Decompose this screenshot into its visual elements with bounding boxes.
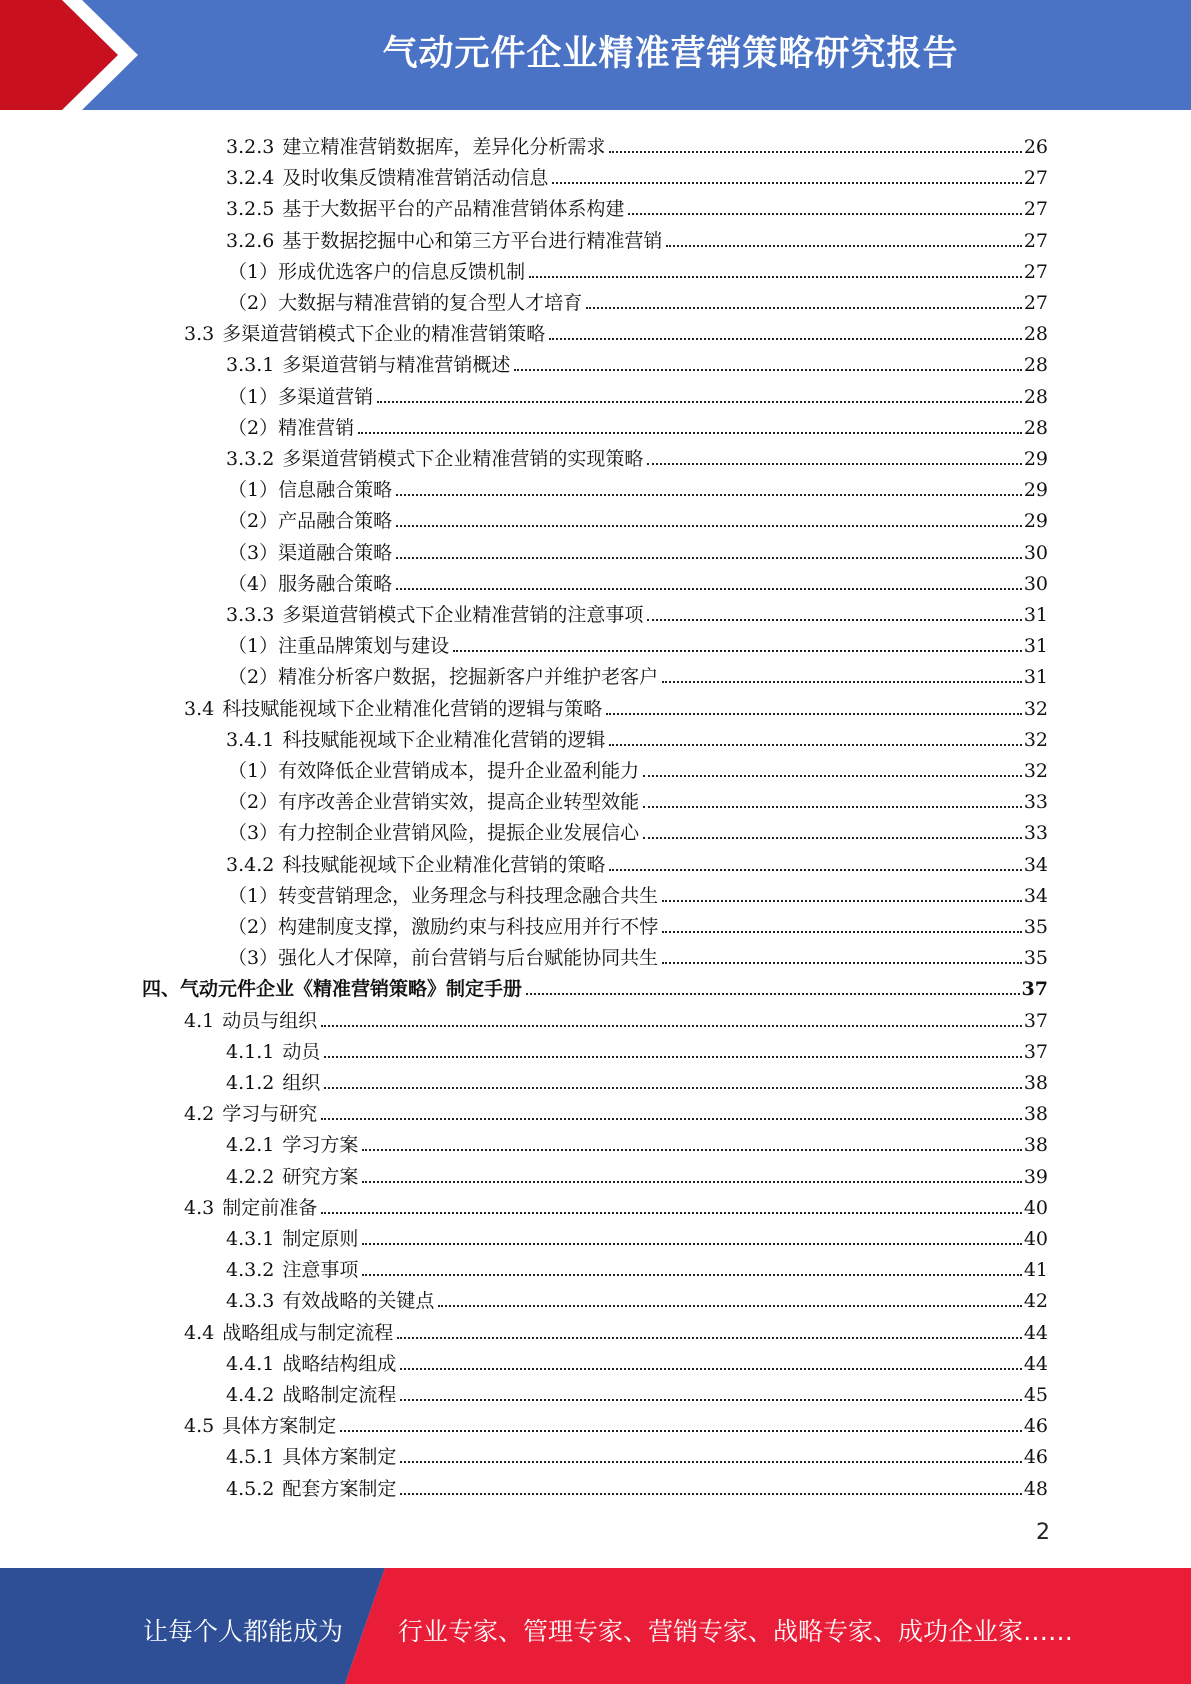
- toc-entry[interactable]: [228, 939, 1048, 970]
- toc-entry-page: 28: [1023, 417, 1048, 439]
- toc-entry-number: （1）: [228, 885, 279, 907]
- toc-entry-number: （2）: [228, 666, 279, 688]
- toc-entry-page: 32: [1023, 729, 1048, 751]
- page-header: [0, 0, 1191, 110]
- toc-entry-title: 配套方案制定: [282, 1478, 397, 1500]
- toc-leader-dots: [647, 463, 1021, 465]
- toc-entry-number: 3.2.6: [226, 230, 275, 252]
- toc-entry-page: 38: [1023, 1103, 1048, 1125]
- toc-leader-dots: [321, 1212, 1022, 1214]
- toc-leader-dots: [396, 494, 1022, 496]
- toc-entry-number: 四、: [142, 978, 181, 1000]
- toc-entry[interactable]: [228, 534, 1048, 565]
- toc-entry-page: 33: [1023, 822, 1048, 844]
- toc-entry-number: 4.4.2: [226, 1384, 275, 1406]
- toc-entry-title: 动员: [282, 1041, 321, 1063]
- toc-entry[interactable]: [226, 1158, 1048, 1189]
- toc-entry-number: 4.1: [184, 1010, 215, 1032]
- toc-entry[interactable]: [226, 1251, 1048, 1282]
- toc-entry[interactable]: [226, 1438, 1048, 1469]
- toc-leader-dots: [609, 869, 1021, 871]
- toc-entry-title: 基于数据挖掘中心和第三方平台进行精准营销: [282, 230, 663, 252]
- toc-leader-dots: [362, 1181, 1021, 1183]
- toc-entry-number: 4.3: [184, 1197, 215, 1219]
- toc-entry-number: （1）: [228, 760, 279, 782]
- toc-leader-dots: [362, 1274, 1021, 1276]
- toc-entry[interactable]: [228, 378, 1048, 409]
- toc-leader-dots: [529, 276, 1022, 278]
- toc-entry-page: 33: [1023, 791, 1048, 813]
- toc-entry-number: （3）: [228, 542, 279, 564]
- toc-entry-title: 精准分析客户数据，挖掘新客户并维护老客户: [278, 666, 659, 688]
- toc-entry-number: （1）: [228, 261, 279, 283]
- toc-entry[interactable]: [226, 1282, 1048, 1313]
- toc-entry-number: 3.2.5: [226, 198, 275, 220]
- toc-entry-number: （2）: [228, 510, 279, 532]
- toc-entry-page: 31: [1023, 635, 1048, 657]
- toc-entry-title: 渠道融合策略: [278, 542, 393, 564]
- toc-entry-number: 4.3.3: [226, 1290, 275, 1312]
- toc-leader-dots: [400, 1399, 1021, 1401]
- toc-entry-title: 科技赋能视域下企业精准化营销的逻辑: [282, 729, 606, 751]
- toc-entry-number: 4.4.1: [226, 1353, 275, 1375]
- toc-leader-dots: [396, 557, 1022, 559]
- toc-entry-title: 组织: [282, 1072, 321, 1094]
- toc-leader-dots: [662, 681, 1022, 683]
- toc-entry-number: （2）: [228, 292, 279, 314]
- toc-entry-page: 44: [1023, 1322, 1048, 1344]
- toc-leader-dots: [666, 245, 1021, 247]
- toc-entry-title: 多渠道营销模式下企业的精准营销策略: [222, 323, 546, 345]
- toc-leader-dots: [628, 213, 1021, 215]
- toc-entry-title: 学习方案: [282, 1134, 359, 1156]
- toc-entry-page: 40: [1023, 1197, 1048, 1219]
- toc-entry[interactable]: [226, 1033, 1048, 1064]
- toc-entry-number: 3.4.2: [226, 854, 275, 876]
- toc-entry[interactable]: [184, 1002, 1048, 1033]
- toc-entry[interactable]: [226, 1345, 1048, 1376]
- toc-leader-dots: [362, 1243, 1021, 1245]
- toc-leader-dots: [643, 806, 1022, 808]
- toc-entry-number: 4.1.2: [226, 1072, 275, 1094]
- toc-entry-page: 37: [1023, 1041, 1048, 1063]
- toc-entry-number: 4.2.1: [226, 1134, 275, 1156]
- toc-leader-dots: [400, 1368, 1021, 1370]
- toc-entry-number: 4.5.1: [226, 1446, 275, 1468]
- toc-entry-number: 3.4: [184, 698, 215, 720]
- toc-entry-page: 37: [1021, 978, 1048, 1000]
- toc-entry[interactable]: [228, 877, 1048, 908]
- toc-entry-page: 39: [1023, 1166, 1048, 1188]
- toc-entry-number: （1）: [228, 635, 279, 657]
- toc-entry-title: 制定原则: [282, 1228, 359, 1250]
- toc-entry[interactable]: [226, 440, 1048, 471]
- toc-leader-dots: [662, 931, 1022, 933]
- toc-entry-number: 3.3: [184, 323, 215, 345]
- toc-entry-number: （1）: [228, 479, 279, 501]
- toc-entry-title: 气动元件企业《精准营销策略》制定手册: [180, 978, 523, 1000]
- toc-entry[interactable]: [226, 190, 1048, 221]
- toc-entry[interactable]: [226, 1064, 1048, 1095]
- toc-leader-dots: [400, 1461, 1021, 1463]
- toc-entry[interactable]: [226, 1470, 1048, 1501]
- toc-entry[interactable]: [228, 409, 1048, 440]
- toc-entry[interactable]: [184, 1189, 1048, 1220]
- toc-entry-number: 3.2.4: [226, 167, 275, 189]
- toc-leader-dots: [609, 744, 1021, 746]
- toc-entry-number: 3.3.1: [226, 354, 275, 376]
- toc-entry-page: 30: [1023, 542, 1048, 564]
- toc-entry-title: 战略制定流程: [282, 1384, 397, 1406]
- toc-entry[interactable]: [184, 1407, 1048, 1438]
- toc-entry[interactable]: [228, 502, 1048, 533]
- toc-entry-title: 多渠道营销模式下企业精准营销的注意事项: [282, 604, 644, 626]
- page-number: 2: [1036, 1520, 1050, 1545]
- toc-entry[interactable]: [228, 284, 1048, 315]
- toc-entry-title: 大数据与精准营销的复合型人才培育: [278, 292, 583, 314]
- toc-entry-page: 27: [1023, 198, 1048, 220]
- toc-leader-dots: [514, 369, 1021, 371]
- toc-entry[interactable]: [226, 596, 1048, 627]
- toc-entry-number: 4.3.2: [226, 1259, 275, 1281]
- toc-entry-number: （1）: [228, 386, 279, 408]
- toc-entry[interactable]: [228, 658, 1048, 689]
- toc-entry-title: 有效降低企业营销成本，提升企业盈利能力: [278, 760, 640, 782]
- toc-entry[interactable]: [228, 814, 1048, 845]
- toc-entry[interactable]: [184, 690, 1048, 721]
- toc-entry-page: 37: [1023, 1010, 1048, 1032]
- toc-entry-title: 有效战略的关键点: [282, 1290, 435, 1312]
- footer-slogan-right: 行业专家、管理专家、营销专家、战略专家、成功企业家……: [398, 1617, 1074, 1646]
- toc-entry[interactable]: [228, 908, 1048, 939]
- toc-entry[interactable]: [228, 627, 1048, 658]
- toc-leader-dots: [340, 1430, 1022, 1432]
- toc-entry[interactable]: [226, 1126, 1048, 1157]
- toc-leader-dots: [397, 1337, 1022, 1339]
- toc-entry-page: 31: [1023, 666, 1048, 688]
- toc-leader-dots: [321, 1025, 1022, 1027]
- toc-entry-number: 4.2.2: [226, 1166, 275, 1188]
- toc-leader-dots: [606, 713, 1022, 715]
- toc-entry-number: （2）: [228, 417, 279, 439]
- toc-entry-title: 多渠道营销与精准营销概述: [282, 354, 511, 376]
- toc-entry-title: 形成优选客户的信息反馈机制: [278, 261, 526, 283]
- toc-entry[interactable]: [184, 1095, 1048, 1126]
- toc-entry-page: 44: [1023, 1353, 1048, 1375]
- toc-entry[interactable]: [226, 1376, 1048, 1407]
- toc-leader-dots: [400, 1493, 1021, 1495]
- toc-entry-number: 3.3.2: [226, 448, 275, 470]
- toc-leader-dots: [549, 338, 1022, 340]
- toc-entry-page: 41: [1023, 1259, 1048, 1281]
- footer-slogan-left: 让每个人都能成为: [143, 1617, 344, 1646]
- toc-entry-page: 28: [1023, 354, 1048, 376]
- toc-leader-dots: [662, 900, 1022, 902]
- toc-entry-title: 建立精准营销数据库，差异化分析需求: [282, 136, 606, 158]
- toc-leader-dots: [438, 1305, 1021, 1307]
- toc-entry[interactable]: [228, 752, 1048, 783]
- toc-entry-page: 28: [1023, 323, 1048, 345]
- toc-leader-dots: [643, 775, 1022, 777]
- toc-leader-dots: [586, 307, 1022, 309]
- report-title: 气动元件企业精准营销策略研究报告: [382, 34, 959, 74]
- toc-entry-page: 38: [1023, 1134, 1048, 1156]
- toc-leader-dots: [526, 993, 1020, 995]
- toc-leader-dots: [377, 401, 1022, 403]
- toc-entry-page: 27: [1023, 261, 1048, 283]
- toc-entry[interactable]: [226, 346, 1048, 377]
- toc-entry-page: 46: [1023, 1415, 1048, 1437]
- toc-entry-title: 动员与组织: [222, 1010, 318, 1032]
- toc-entry-number: （4）: [228, 573, 279, 595]
- toc-entry-title: 具体方案制定: [222, 1415, 337, 1437]
- toc-entry[interactable]: [142, 970, 1048, 1001]
- toc-entry[interactable]: [228, 253, 1048, 284]
- toc-entry-page: 32: [1023, 760, 1048, 782]
- toc-entry-page: 46: [1023, 1446, 1048, 1468]
- toc-leader-dots: [453, 650, 1022, 652]
- toc-entry-page: 28: [1023, 386, 1048, 408]
- toc-entry-title: 强化人才保障，前台营销与后台赋能协同共生: [278, 947, 659, 969]
- toc-entry-title: 构建制度支撑，激励约束与科技应用并行不悖: [278, 916, 659, 938]
- toc-entry-title: 信息融合策略: [278, 479, 393, 501]
- toc-entry-page: 34: [1023, 885, 1048, 907]
- toc-entry-page: 27: [1023, 167, 1048, 189]
- toc-entry-number: 4.5.2: [226, 1478, 275, 1500]
- toc-entry-number: 3.3.3: [226, 604, 275, 626]
- toc-entry[interactable]: [226, 721, 1048, 752]
- toc-entry-number: 4.5: [184, 1415, 215, 1437]
- toc-entry-title: 制定前准备: [222, 1197, 318, 1219]
- toc-entry-title: 有力控制企业营销风险，提振企业发展信心: [278, 822, 640, 844]
- toc-entry-number: 4.3.1: [226, 1228, 275, 1250]
- toc-entry-page: 32: [1023, 698, 1048, 720]
- toc-leader-dots: [324, 1087, 1021, 1089]
- toc-entry[interactable]: [228, 471, 1048, 502]
- toc-entry[interactable]: [226, 159, 1048, 190]
- toc-entry-page: 38: [1023, 1072, 1048, 1094]
- toc-entry-title: 科技赋能视域下企业精准化营销的逻辑与策略: [222, 698, 603, 720]
- toc-entry-page: 29: [1023, 479, 1048, 501]
- toc-entry-page: 48: [1023, 1478, 1048, 1500]
- toc-entry[interactable]: [228, 565, 1048, 596]
- toc-entry-title: 学习与研究: [222, 1103, 318, 1125]
- toc-entry-number: 3.2.3: [226, 136, 275, 158]
- toc-entry-title: 基于大数据平台的产品精准营销体系构建: [282, 198, 625, 220]
- toc-entry[interactable]: [226, 128, 1048, 159]
- toc-entry[interactable]: [184, 1314, 1048, 1345]
- toc-entry-number: 4.2: [184, 1103, 215, 1125]
- toc-entry-page: 26: [1023, 136, 1048, 158]
- toc-entry-page: 30: [1023, 573, 1048, 595]
- toc-entry[interactable]: [184, 315, 1048, 346]
- toc-entry-title: 服务融合策略: [278, 573, 393, 595]
- toc-entry[interactable]: [226, 846, 1048, 877]
- toc-entry-title: 多渠道营销模式下企业精准营销的实现策略: [282, 448, 644, 470]
- toc-entry-title: 科技赋能视域下企业精准化营销的策略: [282, 854, 606, 876]
- toc-entry-number: （2）: [228, 916, 279, 938]
- toc-entry[interactable]: [226, 222, 1048, 253]
- toc-entry-title: 精准营销: [278, 417, 355, 439]
- toc-leader-dots: [552, 182, 1021, 184]
- toc-entry-page: 42: [1023, 1290, 1048, 1312]
- header-arrow-decoration: [0, 0, 150, 110]
- toc-leader-dots: [396, 588, 1022, 590]
- toc-leader-dots: [396, 525, 1022, 527]
- toc-entry[interactable]: [228, 783, 1048, 814]
- toc-entry-page: 35: [1023, 916, 1048, 938]
- toc-leader-dots: [609, 151, 1021, 153]
- toc-entry-title: 产品融合策略: [278, 510, 393, 532]
- toc-entry-number: （3）: [228, 947, 279, 969]
- toc-entry[interactable]: [226, 1220, 1048, 1251]
- toc-entry-page: 29: [1023, 510, 1048, 532]
- toc-entry-page: 45: [1023, 1384, 1048, 1406]
- toc-entry-title: 具体方案制定: [282, 1446, 397, 1468]
- toc-entry-title: 有序改善企业营销实效，提高企业转型效能: [278, 791, 640, 813]
- toc-entry-title: 及时收集反馈精准营销活动信息: [282, 167, 549, 189]
- toc-entry-number: （3）: [228, 822, 279, 844]
- toc-entry-page: 27: [1023, 230, 1048, 252]
- toc-leader-dots: [324, 1056, 1021, 1058]
- toc-entry-title: 注意事项: [282, 1259, 359, 1281]
- toc-entry-page: 27: [1023, 292, 1048, 314]
- toc-entry-page: 31: [1023, 604, 1048, 626]
- toc-entry-page: 40: [1023, 1228, 1048, 1250]
- toc-entry-title: 多渠道营销: [278, 386, 374, 408]
- toc-entry-number: 4.1.1: [226, 1041, 275, 1063]
- toc-entry-number: 3.4.1: [226, 729, 275, 751]
- toc-leader-dots: [358, 432, 1022, 434]
- toc-leader-dots: [643, 837, 1022, 839]
- toc-entry-page: 29: [1023, 448, 1048, 470]
- toc-entry-title: 战略结构组成: [282, 1353, 397, 1375]
- toc-entry-page: 35: [1023, 947, 1048, 969]
- toc-entry-title: 战略组成与制定流程: [222, 1322, 394, 1344]
- toc-leader-dots: [647, 619, 1021, 621]
- toc-leader-dots: [362, 1149, 1021, 1151]
- toc-leader-dots: [662, 962, 1022, 964]
- toc-entry-number: （2）: [228, 791, 279, 813]
- toc-leader-dots: [321, 1118, 1022, 1120]
- toc-entry-title: 注重品牌策划与建设: [278, 635, 450, 657]
- page-footer: [0, 1568, 1191, 1684]
- toc-entry-title: 研究方案: [282, 1166, 359, 1188]
- toc-entry-title: 转变营销理念，业务理念与科技理念融合共生: [278, 885, 659, 907]
- toc-entry-number: 4.4: [184, 1322, 215, 1344]
- toc-entry-page: 34: [1023, 854, 1048, 876]
